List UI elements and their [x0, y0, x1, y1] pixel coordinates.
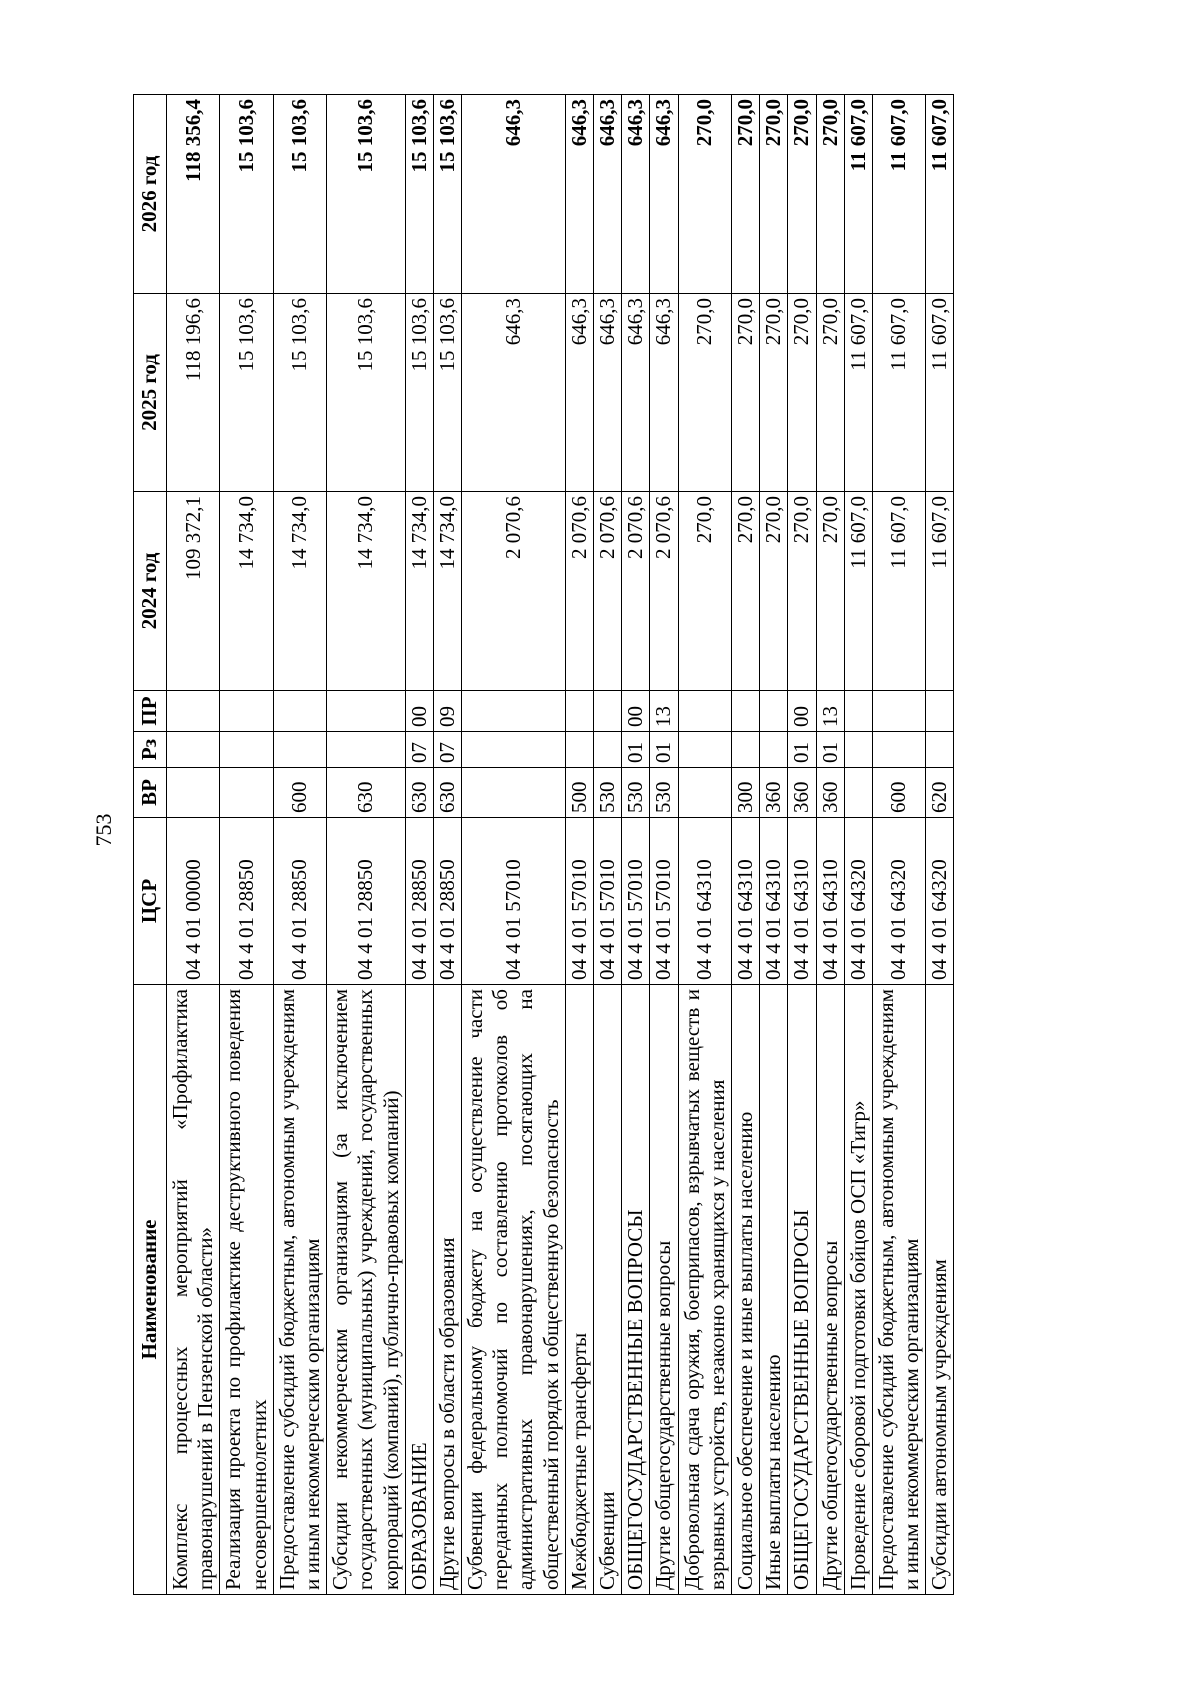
- table-row: [788, 95, 816, 1595]
- cell-rz: 07: [405, 732, 433, 768]
- cell-name: Проведение сборовой подготовки бойцов ОСП «Тигр»: [844, 985, 872, 1595]
- header-2025: 2025 год: [134, 294, 167, 492]
- cell-rz: 07: [433, 732, 461, 768]
- cell-2024: 2 070,6: [622, 492, 650, 691]
- table-row: [220, 95, 273, 1595]
- cell-pr: [678, 691, 731, 732]
- page-number: 753: [91, 813, 116, 847]
- table-row: [872, 95, 925, 1595]
- cell-pr: 00: [405, 691, 433, 732]
- cell-csr: 04 4 01 57010: [594, 818, 622, 985]
- cell-rz: [731, 732, 759, 768]
- cell-csr: 04 4 01 57010: [622, 818, 650, 985]
- cell-vr: 630: [405, 768, 433, 818]
- cell-rz: [594, 732, 622, 768]
- cell-csr: 04 4 01 64310: [731, 818, 759, 985]
- cell-name: ОБЩЕГОСУДАРСТВЕННЫЕ ВОПРОСЫ: [788, 985, 816, 1595]
- cell-pr: [167, 691, 220, 732]
- cell-2024: 2 070,6: [650, 492, 678, 691]
- cell-2025: 270,0: [788, 294, 816, 492]
- cell-name: Субвенции федеральному бюджету на осуществление части переданных полномочий по составлению протоколов об административных правонарушениях, посягающих на общественный порядок и общественную безопасность: [462, 985, 566, 1595]
- cell-2026: 270,0: [788, 95, 816, 294]
- cell-name: Другие вопросы в области образования: [433, 985, 461, 1595]
- cell-rz: [462, 732, 566, 768]
- cell-pr: [926, 691, 954, 732]
- cell-pr: [327, 691, 406, 732]
- table-row: [327, 95, 406, 1595]
- budget-table: [133, 94, 954, 1595]
- cell-csr: 04 4 01 64310: [760, 818, 788, 985]
- cell-2024: 11 607,0: [872, 492, 925, 691]
- table-row: [844, 95, 872, 1595]
- cell-pr: [844, 691, 872, 732]
- cell-2026: 15 103,6: [433, 95, 461, 294]
- cell-pr: [872, 691, 925, 732]
- cell-2024: 270,0: [760, 492, 788, 691]
- cell-vr: [167, 768, 220, 818]
- cell-pr: 13: [650, 691, 678, 732]
- table-row: [167, 95, 220, 1595]
- cell-2025: 270,0: [731, 294, 759, 492]
- cell-2024: 11 607,0: [926, 492, 954, 691]
- cell-rz: 01: [650, 732, 678, 768]
- cell-csr: 04 4 01 57010: [650, 818, 678, 985]
- cell-rz: [926, 732, 954, 768]
- cell-2024: 14 734,0: [273, 492, 326, 691]
- cell-2025: 11 607,0: [844, 294, 872, 492]
- cell-2026: 646,3: [622, 95, 650, 294]
- cell-rz: [844, 732, 872, 768]
- cell-name: Субвенции: [594, 985, 622, 1595]
- cell-name: Другие общегосударственные вопросы: [816, 985, 844, 1595]
- cell-vr: 360: [760, 768, 788, 818]
- cell-2024: 2 070,6: [565, 492, 593, 691]
- cell-vr: 630: [327, 768, 406, 818]
- cell-2026: 15 103,6: [327, 95, 406, 294]
- cell-pr: [220, 691, 273, 732]
- header-rz: Рз: [134, 732, 167, 768]
- cell-pr: [731, 691, 759, 732]
- cell-csr: 04 4 01 64320: [872, 818, 925, 985]
- cell-csr: 04 4 01 64310: [678, 818, 731, 985]
- cell-rz: [565, 732, 593, 768]
- cell-2024: 14 734,0: [433, 492, 461, 691]
- cell-vr: 530: [594, 768, 622, 818]
- cell-2025: 15 103,6: [220, 294, 273, 492]
- cell-pr: 13: [816, 691, 844, 732]
- cell-2026: 270,0: [816, 95, 844, 294]
- cell-rz: 01: [622, 732, 650, 768]
- cell-2026: 270,0: [760, 95, 788, 294]
- table-row: [678, 95, 731, 1595]
- cell-vr: 360: [788, 768, 816, 818]
- header-2024: 2024 год: [134, 492, 167, 691]
- cell-2024: 270,0: [678, 492, 731, 691]
- cell-2025: 15 103,6: [273, 294, 326, 492]
- cell-2025: 270,0: [760, 294, 788, 492]
- cell-2025: 15 103,6: [405, 294, 433, 492]
- cell-name: Иные выплаты населению: [760, 985, 788, 1595]
- cell-2026: 11 607,0: [872, 95, 925, 294]
- cell-2025: 270,0: [678, 294, 731, 492]
- cell-2025: 646,3: [594, 294, 622, 492]
- cell-vr: 360: [816, 768, 844, 818]
- cell-pr: 00: [788, 691, 816, 732]
- cell-name: Добровольная сдача оружия, боеприпасов, взрывчатых веществ и взрывных устройств, незаконно хранящихся у населения: [678, 985, 731, 1595]
- cell-name: Предоставление субсидий бюджетным, автономным учреждениям и иным некоммерческим организациям: [273, 985, 326, 1595]
- table-row: [462, 95, 566, 1595]
- cell-2025: 646,3: [650, 294, 678, 492]
- cell-rz: [678, 732, 731, 768]
- cell-name: Субсидии некоммерческим организациям (за исключением государственных (муниципальных) учреждений, государственных корпораций (компаний), публично-правовых компаний): [327, 985, 406, 1595]
- cell-pr: 00: [622, 691, 650, 732]
- cell-csr: 04 4 01 64310: [816, 818, 844, 985]
- table-row: [565, 95, 593, 1595]
- cell-name: Предоставление субсидий бюджетным, автономным учреждениям и иным некоммерческим организациям: [872, 985, 925, 1595]
- cell-2026: 15 103,6: [220, 95, 273, 294]
- cell-vr: 630: [433, 768, 461, 818]
- rotated-table-container: [133, 95, 1093, 1595]
- cell-name: Социальное обеспечение и иные выплаты населению: [731, 985, 759, 1595]
- cell-name: Субсидии автономным учреждениям: [926, 985, 954, 1595]
- cell-2024: 109 372,1: [167, 492, 220, 691]
- cell-rz: [327, 732, 406, 768]
- table-row: [622, 95, 650, 1595]
- cell-pr: [760, 691, 788, 732]
- cell-csr: 04 4 01 28850: [327, 818, 406, 985]
- header-pr: ПР: [134, 691, 167, 732]
- cell-2024: 270,0: [731, 492, 759, 691]
- cell-2026: 646,3: [594, 95, 622, 294]
- cell-vr: [220, 768, 273, 818]
- cell-2024: 14 734,0: [220, 492, 273, 691]
- cell-vr: 300: [731, 768, 759, 818]
- cell-2026: 15 103,6: [273, 95, 326, 294]
- cell-rz: [273, 732, 326, 768]
- cell-2024: 2 070,6: [594, 492, 622, 691]
- cell-2024: 2 070,6: [462, 492, 566, 691]
- cell-name: Комплекс процессных мероприятий «Профилактика правонарушений в Пензенской области»: [167, 985, 220, 1595]
- cell-rz: [872, 732, 925, 768]
- header-2026: 2026 год: [134, 95, 167, 294]
- cell-rz: [220, 732, 273, 768]
- cell-2024: 14 734,0: [327, 492, 406, 691]
- cell-vr: 500: [565, 768, 593, 818]
- cell-vr: 530: [622, 768, 650, 818]
- cell-2026: 646,3: [565, 95, 593, 294]
- cell-vr: 620: [926, 768, 954, 818]
- cell-2025: 646,3: [622, 294, 650, 492]
- cell-csr: 04 4 01 64320: [844, 818, 872, 985]
- cell-2025: 11 607,0: [926, 294, 954, 492]
- cell-2024: 14 734,0: [405, 492, 433, 691]
- cell-name: Реализация проекта по профилактике деструктивного поведения несовершеннолетних: [220, 985, 273, 1595]
- cell-csr: 04 4 01 28850: [433, 818, 461, 985]
- header-csr: ЦСР: [134, 818, 167, 985]
- cell-2026: 270,0: [678, 95, 731, 294]
- cell-rz: 01: [788, 732, 816, 768]
- cell-name: ОБЩЕГОСУДАРСТВЕННЫЕ ВОПРОСЫ: [622, 985, 650, 1595]
- cell-rz: 01: [816, 732, 844, 768]
- table-row: [650, 95, 678, 1595]
- table-body: [167, 95, 954, 1595]
- cell-rz: [760, 732, 788, 768]
- cell-2025: 15 103,6: [433, 294, 461, 492]
- table-row: [731, 95, 759, 1595]
- cell-2025: 118 196,6: [167, 294, 220, 492]
- cell-pr: [594, 691, 622, 732]
- table-row: [433, 95, 461, 1595]
- cell-csr: 04 4 01 28850: [220, 818, 273, 985]
- table-row: [594, 95, 622, 1595]
- cell-vr: 600: [872, 768, 925, 818]
- table-row: [273, 95, 326, 1595]
- cell-vr: 600: [273, 768, 326, 818]
- table-row: [816, 95, 844, 1595]
- cell-2024: 270,0: [816, 492, 844, 691]
- cell-vr: [462, 768, 566, 818]
- table-row: [926, 95, 954, 1595]
- cell-csr: 04 4 01 28850: [273, 818, 326, 985]
- cell-2025: 646,3: [565, 294, 593, 492]
- cell-name: Другие общегосударственные вопросы: [650, 985, 678, 1595]
- cell-2025: 15 103,6: [327, 294, 406, 492]
- cell-csr: 04 4 01 57010: [565, 818, 593, 985]
- cell-2025: 646,3: [462, 294, 566, 492]
- cell-2026: 11 607,0: [926, 95, 954, 294]
- cell-2024: 270,0: [788, 492, 816, 691]
- cell-csr: 04 4 01 28850: [405, 818, 433, 985]
- cell-pr: [273, 691, 326, 732]
- table-header-row: [134, 95, 167, 1595]
- table-row: [405, 95, 433, 1595]
- cell-name: Межбюджетные трансферты: [565, 985, 593, 1595]
- cell-csr: 04 4 01 64320: [926, 818, 954, 985]
- header-vr: ВР: [134, 768, 167, 818]
- cell-2026: 270,0: [731, 95, 759, 294]
- cell-csr: 04 4 01 57010: [462, 818, 566, 985]
- cell-csr: 04 4 01 64310: [788, 818, 816, 985]
- cell-pr: 09: [433, 691, 461, 732]
- cell-name: ОБРАЗОВАНИЕ: [405, 985, 433, 1595]
- cell-2026: 118 356,4: [167, 95, 220, 294]
- cell-2026: 11 607,0: [844, 95, 872, 294]
- cell-2026: 646,3: [462, 95, 566, 294]
- cell-vr: [844, 768, 872, 818]
- cell-2024: 11 607,0: [844, 492, 872, 691]
- cell-2025: 270,0: [816, 294, 844, 492]
- cell-pr: [462, 691, 566, 732]
- cell-2026: 15 103,6: [405, 95, 433, 294]
- cell-vr: [678, 768, 731, 818]
- cell-vr: 530: [650, 768, 678, 818]
- cell-csr: 04 4 01 00000: [167, 818, 220, 985]
- header-name: Наименование: [134, 985, 167, 1595]
- cell-pr: [565, 691, 593, 732]
- cell-2026: 646,3: [650, 95, 678, 294]
- table-row: [760, 95, 788, 1595]
- cell-2025: 11 607,0: [872, 294, 925, 492]
- cell-rz: [167, 732, 220, 768]
